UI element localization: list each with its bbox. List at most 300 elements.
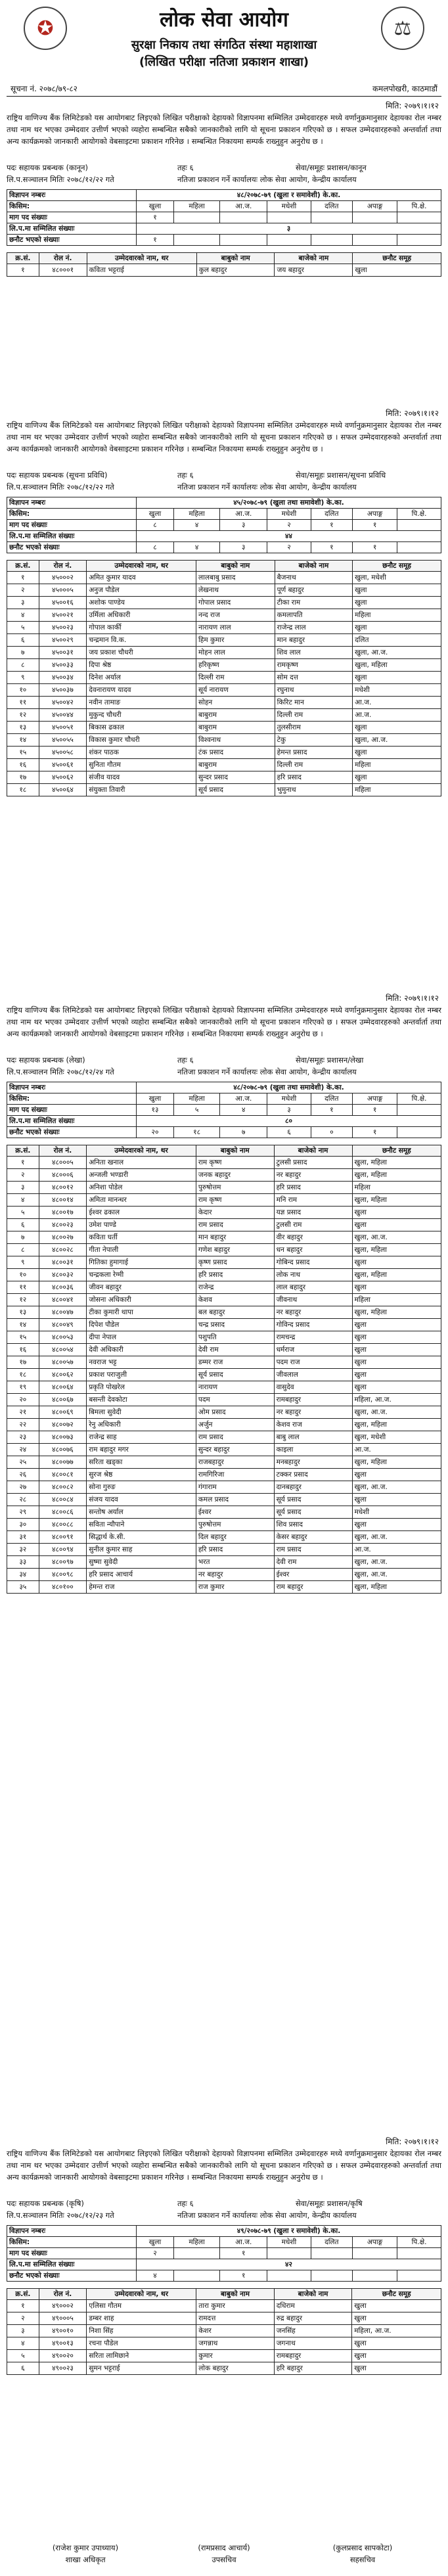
table-row <box>7 1219 441 1231</box>
table-row <box>7 2325 441 2337</box>
table-cell: खुला <box>352 2300 441 2312</box>
table-cell: संयुक्ता तिवारी <box>87 784 196 796</box>
table-cell: १९ <box>7 1381 39 1394</box>
table-row <box>7 264 441 277</box>
table-row <box>7 1544 441 1556</box>
demand-count-cell: १ <box>353 520 397 531</box>
table-cell: सिद्धार्थ के.सी. <box>87 1531 196 1544</box>
table-cell: पदम राज <box>274 1356 352 1369</box>
demand-count-cell: ३ <box>267 1105 311 1116</box>
table-cell: सुष्मा सुवेदी <box>87 1556 196 1569</box>
table-cell: ४८००६७ <box>39 1394 87 1406</box>
exam-date: लि.प.सञ्चालन मितिः २०७८/१२/२२ गते <box>7 482 114 492</box>
candidates-table <box>7 2288 441 2375</box>
vacancy-header-cell: पि.क्षे. <box>397 1093 441 1105</box>
table-cell: ९ <box>7 1256 39 1269</box>
table-cell: २० <box>7 1394 39 1406</box>
table-cell: ४८००६९ <box>39 1406 87 1419</box>
table-cell: २३ <box>7 1431 39 1444</box>
table-cell: ४५००४२ <box>39 697 87 709</box>
table-cell: २ <box>7 584 39 597</box>
table-cell: ४८००१४ <box>39 1194 87 1207</box>
notice-intro: राष्ट्रिय वाणिज्य बैंक लिमिटेडको यस आयोगबाट लिइएको लिखित परीक्षाको देहायको विज्ञापनमा सम्मिलित उम्मेदवारहरु मध्ये वर्णानुक्रमानुसार देहायका रोल नम्बर तथा नाम थर भएका उम्मेदवार उत्तीर्ण भएको व्यहोरा सम्बन्धित सबैको जानकारीको लागि यो सूचना प्रकाशन गरिएको छ । सफल उम्मेदवारहरुको अन्तर्वार्ता तथा अन्य कार्यक्रमको जानकारी आयोगको वेबसाइटमा प्रकाशन गरिनेछ । सम्बन्धित निकायमा सम्पर्क राख्नुहुन अनुरोध छ । <box>7 2149 441 2182</box>
table-cell: हरि प्रसाद <box>196 1269 274 1281</box>
table-row <box>7 1419 441 1431</box>
signature-undersecretary: (रामप्रसाद आचार्य) उपसचिव <box>198 2543 250 2564</box>
table-cell: ५ <box>7 2350 39 2362</box>
table-cell: रामगिरिजा <box>196 1469 274 1481</box>
table-cell: केशर <box>196 2325 274 2337</box>
attended-count: ४२ <box>137 2259 441 2270</box>
ad-number: ४९/२०७८-७९ (खुला र समावेशी) के.का. <box>137 2226 441 2237</box>
table-cell: डम्बर शाह <box>87 2312 196 2325</box>
table-cell: बल बहादुर <box>196 1306 274 1319</box>
table-cell: ४९००२३ <box>39 2362 87 2375</box>
table-cell: केसर बहादुर <box>274 1531 352 1544</box>
table-cell: टीका कुमारी थापा <box>87 1306 196 1319</box>
post-name: पदः सहायक प्रबन्धक (कानून) <box>7 163 89 172</box>
table-row <box>7 1356 441 1369</box>
table-cell: अन्जली भण्डारी <box>87 1169 196 1182</box>
selected-count-cell <box>173 235 219 246</box>
candidates-header-cell: छनौट समूह <box>353 561 441 572</box>
table-cell: रामबहादुर <box>274 1394 352 1406</box>
table-cell: ४५००५१ <box>39 722 87 734</box>
table-cell: राजबहादुर <box>196 1456 274 1469</box>
table-cell: ४५००३७ <box>39 684 87 697</box>
table-cell: रामकृष्ण <box>275 659 352 672</box>
table-cell: राजेन्द्र <box>196 1281 274 1294</box>
table-cell: गितिका हुमागाई <box>87 1256 196 1269</box>
selected-count-cell: ८ <box>137 542 174 553</box>
vacancy-table <box>7 497 441 553</box>
candidates-header-cell: छनौट समूह <box>353 253 441 264</box>
table-cell: खुला <box>352 1344 441 1356</box>
demand-count-cell: २ <box>267 520 311 531</box>
table-cell: सोना गुरुङ <box>87 1481 196 1494</box>
vacancy-header-cell: महिला <box>173 509 219 520</box>
table-cell: सोम दत्त <box>275 672 352 684</box>
ad-number: ४५/२०७८-७९ (खुला तथा समावेशी) के.का. <box>137 497 441 509</box>
table-cell: ४८००७६ <box>39 1444 87 1456</box>
table-row <box>7 2350 441 2362</box>
selected-count-cell: ४ <box>137 2270 174 2282</box>
demand-count-cell <box>353 212 397 223</box>
table-cell: केशव <box>196 1294 274 1306</box>
demand-count-cell: ३ <box>220 520 267 531</box>
page-title: लोक सेवा आयोग <box>160 8 288 32</box>
table-cell: ३ <box>7 2325 39 2337</box>
table-cell: जगन्नाथ <box>196 2337 274 2350</box>
table-cell: खुला <box>352 2337 441 2350</box>
table-cell: ४५००६१ <box>39 759 87 771</box>
table-cell: ४५००६२ <box>39 771 87 784</box>
table-cell: देवनारायण यादव <box>87 684 196 697</box>
table-row <box>7 734 441 747</box>
table-cell: खुला <box>353 622 441 634</box>
table-cell: नवीन तामाङ <box>87 697 196 709</box>
post-level: तहः ६ <box>177 163 194 172</box>
vacancy-header-cell: मधेशी <box>267 509 311 520</box>
demand-count-cell <box>311 212 353 223</box>
attended-count-label: लि.प.मा सम्मिलित संख्याः <box>7 531 137 542</box>
table-row <box>7 1344 441 1356</box>
table-cell: कविता भट्टराई <box>87 264 196 277</box>
table-cell: ९ <box>7 672 39 684</box>
table-cell: बाबुराम <box>196 722 275 734</box>
table-cell: खुला <box>353 597 441 609</box>
candidates-header-cell: क्र.सं. <box>7 2289 39 2300</box>
table-cell: आ.ज. <box>353 709 441 722</box>
table-cell: नारायण <box>196 1381 274 1394</box>
table-cell: चन्द्रमान वि.क. <box>87 634 196 647</box>
service-group: सेवा/समूहः प्रशासन/लेखा <box>296 1055 364 1065</box>
table-cell: मान बहादुर <box>196 1231 274 1244</box>
selected-count-cell: २० <box>137 1127 174 1138</box>
table-cell: सरिता लामिछाने <box>87 2350 196 2362</box>
table-cell: मुकुन्द चौधरी <box>87 709 196 722</box>
table-row <box>7 1469 441 1481</box>
demand-count-cell <box>173 2248 219 2259</box>
table-cell: १४ <box>7 734 39 747</box>
table-cell: खुला, आ.ज. <box>352 1481 441 1494</box>
table-cell: ६ <box>7 1219 39 1231</box>
notice-number: सूचना नं. २०७८/७९-८२ <box>11 84 78 93</box>
table-cell: राजेन्द्र लाल <box>275 622 352 634</box>
table-cell: ३२ <box>7 1544 39 1556</box>
table-cell: ४८००८२ <box>39 1481 87 1494</box>
demand-count-cell: १ <box>311 520 353 531</box>
table-row <box>7 684 441 697</box>
table-cell: चन्द्रकला रेग्मी <box>87 1269 196 1281</box>
table-cell: ४८००८८ <box>39 1519 87 1531</box>
table-cell: २ <box>7 1169 39 1182</box>
table-cell: गोपाल प्रसाद <box>196 597 275 609</box>
table-cell: सुनिता गौतम <box>87 759 196 771</box>
demand-count-cell <box>397 2248 441 2259</box>
table-cell: कुल बहादुर <box>196 264 275 277</box>
demand-count-cell: ४ <box>220 1105 267 1116</box>
table-cell: कृष्ण प्रसाद <box>196 1256 274 1269</box>
table-cell: हरि प्रसाद <box>274 1182 352 1194</box>
table-cell: कमलापति <box>275 609 352 622</box>
table-cell: जनक बहादुर <box>196 1169 274 1182</box>
table-cell: ३ <box>7 1182 39 1194</box>
table-cell: ४ <box>7 1194 39 1207</box>
table-row <box>7 709 441 722</box>
signature-officer: (राजेश कुमार उपाध्याय) शाखा अधिकृत <box>52 2543 119 2564</box>
table-cell: अमिता मानन्धर <box>87 1194 196 1207</box>
candidates-header-cell: उम्मेदवारको नाम, थर <box>87 561 196 572</box>
table-cell: रामदत्त <box>196 2312 274 2325</box>
candidates-header-cell: रोल नं. <box>39 253 87 264</box>
table-cell: ईश्वर ढकाल <box>87 1207 196 1219</box>
demand-count-cell <box>220 212 267 223</box>
table-cell: सुरज श्रेष्ठ <box>87 1469 196 1481</box>
table-cell: सरिता खड्का <box>87 1456 196 1469</box>
table-cell: ४ <box>7 609 39 622</box>
table-cell: किरिट मान <box>275 697 352 709</box>
attended-count: ८० <box>137 1116 441 1127</box>
table-cell: खुला <box>352 1331 441 1344</box>
table-cell: हरि प्रसाद <box>275 771 352 784</box>
table-cell: खुला <box>353 771 441 784</box>
selected-count-cell: १ <box>137 235 174 246</box>
demand-count-cell <box>173 212 219 223</box>
table-cell: ३१ <box>7 1531 39 1544</box>
table-row <box>7 1556 441 1569</box>
table-cell: दानबहादुर <box>274 1481 352 1494</box>
table-cell: नर बहादुर <box>274 1406 352 1419</box>
table-cell: ४८००३२ <box>39 1269 87 1281</box>
selected-count-label: छनौट भएको संख्याः <box>7 1127 137 1138</box>
table-cell: गंगाराम <box>196 1481 274 1494</box>
table-cell: राम प्रसाद <box>196 1431 274 1444</box>
result-office: नतिजा प्रकाशन गर्ने कार्यालयः लोक सेवा आयोग, केन्द्रीय कार्यालय <box>177 482 357 492</box>
table-row <box>7 647 441 659</box>
table-cell: १३ <box>7 1306 39 1319</box>
table-cell: लाल बहादुर <box>274 1281 352 1294</box>
candidates-header-cell: क्र.सं. <box>7 561 39 572</box>
demand-count-cell: १ <box>220 2248 267 2259</box>
table-cell: खुला <box>352 1369 441 1381</box>
table-cell: मनबहादुर <box>274 1456 352 1469</box>
table-cell: खुला <box>352 1281 441 1294</box>
candidates-header-cell: बाजेको नाम <box>275 561 352 572</box>
table-cell: मान बहादुर <box>275 634 352 647</box>
table-row <box>7 1569 441 1581</box>
selected-count-label: छनौट भएको संख्याः <box>7 235 137 246</box>
table-cell: १५ <box>7 747 39 759</box>
table-cell: ४५०००५ <box>39 584 87 597</box>
demand-count-cell <box>353 2248 397 2259</box>
table-cell: जय प्रकाश चौधरी <box>87 647 196 659</box>
table-cell: बाबुराम <box>196 709 275 722</box>
table-cell: ४८००८४ <box>39 1494 87 1506</box>
table-cell: राम बहादुर मगर <box>87 1444 196 1456</box>
table-cell: २४ <box>7 1444 39 1456</box>
table-cell: रामबहादुर <box>274 2350 352 2362</box>
demand-count-cell: ५ <box>173 1105 219 1116</box>
candidates-header-cell: क्र.सं. <box>7 253 39 264</box>
vacancy-header-cell: किसिम: <box>7 509 137 520</box>
selected-count-cell: २ <box>267 542 311 553</box>
table-cell: बिमला सुवेदी <box>87 1406 196 1419</box>
table-cell: ४९००१० <box>39 2325 87 2337</box>
vacancy-header-cell: खुला <box>137 1093 174 1105</box>
table-cell: खुला <box>353 747 441 759</box>
psc-logo-icon: ⚖ <box>381 7 424 50</box>
table-cell: विश्वनाथ <box>196 734 275 747</box>
table-cell: १० <box>7 684 39 697</box>
division-name: सुरक्षा निकाय तथा संगठित संस्था महाशाखा <box>131 38 317 52</box>
selected-count-cell: १ <box>311 542 353 553</box>
table-cell: ४८००८६ <box>39 1506 87 1519</box>
table-cell: नवराज भट्ट <box>87 1356 196 1369</box>
table-cell: लोक बहादुर <box>196 2362 274 2375</box>
table-cell: ४ <box>7 2337 39 2350</box>
vacancy-header-cell: खुला <box>137 201 174 212</box>
candidates-header-cell: क्र.सं. <box>7 1145 39 1157</box>
table-cell: २१ <box>7 1406 39 1419</box>
table-cell: महिला <box>353 759 441 771</box>
table-cell: टंक प्रसाद <box>196 747 275 759</box>
table-row <box>7 1194 441 1207</box>
vacancy-table <box>7 189 441 246</box>
table-cell: सूर्य प्रसाद <box>274 1494 352 1506</box>
table-cell: ४८००९४ <box>39 1544 87 1556</box>
table-cell: हरि बहादुर <box>274 2362 352 2375</box>
table-row <box>7 672 441 684</box>
table-row <box>7 1182 441 1194</box>
table-row <box>7 1531 441 1544</box>
table-cell: देवी अधिकारी <box>87 1344 196 1356</box>
table-cell: टक्कर प्रसाद <box>274 1469 352 1481</box>
selected-count-cell: ४ <box>173 542 219 553</box>
table-row <box>7 622 441 634</box>
table-cell: दिपा श्रेष्ठ <box>87 659 196 672</box>
table-cell: दिल्ली राम <box>196 672 275 684</box>
table-cell: उर्मिला अधिकारी <box>87 609 196 622</box>
table-row <box>7 572 441 584</box>
table-cell: ३४ <box>7 1569 39 1581</box>
table-cell: कमल प्रसाद <box>196 1494 274 1506</box>
table-cell: हरिकृष्ण <box>196 659 275 672</box>
vacancy-header-cell: महिला <box>173 2237 219 2248</box>
vacancy-header-cell: किसिम: <box>7 201 137 212</box>
table-cell: खुला, महिला <box>353 659 441 672</box>
table-cell: डम्मर राज <box>196 1356 274 1369</box>
table-cell: २६ <box>7 1469 39 1481</box>
table-cell: ४५००४४ <box>39 709 87 722</box>
table-cell: आ.ज. <box>352 1544 441 1556</box>
vacancy-header-cell: अपाङ्ग <box>353 201 397 212</box>
table-row <box>7 722 441 734</box>
notice-intro: राष्ट्रिय वाणिज्य बैंक लिमिटेडको यस आयोगबाट लिइएको लिखित परीक्षाको देहायको विज्ञापनमा सम्मिलित उम्मेदवारहरु मध्ये वर्णानुक्रमानुसार देहायका रोल नम्बर तथा नाम थर भएका उम्मेदवार उत्तीर्ण भएको व्यहोरा सम्बन्धित सबैको जानकारीको लागि यो सूचना प्रकाशन गरिएको छ । सफल उम्मेदवारहरुको अन्तर्वार्ता तथा अन्य कार्यक्रमको जानकारी आयोगको वेबसाइटमा प्रकाशन गरिनेछ । सम्बन्धित निकायमा सम्पर्क राख्नुहुन अनुरोध छ । <box>7 113 441 146</box>
table-cell: नन्द राज <box>196 609 275 622</box>
table-row <box>7 1157 441 1169</box>
table-cell: प्रकृति पोखरेल <box>87 1381 196 1394</box>
table-cell: ३ <box>7 597 39 609</box>
table-cell: बाबुराम <box>196 759 275 771</box>
table-cell: ४५००५८ <box>39 747 87 759</box>
table-cell: पशुपति <box>196 1331 274 1344</box>
table-cell: ४८००७२ <box>39 1419 87 1431</box>
result-office: नतिजा प्रकाशन गर्ने कार्यालयः लोक सेवा आयोग, केन्द्रीय कार्यालय <box>177 1067 357 1076</box>
table-cell: खुला <box>352 1494 441 1506</box>
candidates-header-cell: छनौट समूह <box>352 2289 441 2300</box>
table-cell: अनुज पौडेल <box>87 584 196 597</box>
table-cell: खुला, महिला <box>352 1169 441 1182</box>
vacancy-header-cell: मधेशी <box>267 1093 311 1105</box>
table-cell: ४८००२३ <box>39 1219 87 1231</box>
table-cell: ७ <box>7 647 39 659</box>
table-cell: १० <box>7 1269 39 1281</box>
selected-count-cell: १ <box>353 1127 397 1138</box>
table-cell: अमित कुमार यादव <box>87 572 196 584</box>
vacancy-header-cell: पि.क्षे. <box>397 201 441 212</box>
post-level: तहः ६ <box>177 2199 194 2208</box>
table-cell: ४९००१३ <box>39 2337 87 2350</box>
table-cell: हेमन्त प्रसाद <box>275 747 352 759</box>
table-cell: दधिराम <box>274 2300 352 2312</box>
table-cell: ८ <box>7 1244 39 1256</box>
table-row <box>7 1256 441 1269</box>
vacancy-header-cell: किसिम: <box>7 1093 137 1105</box>
table-cell: ४८००२७ <box>39 1231 87 1244</box>
candidates-header-cell: बाबुको नाम <box>196 253 275 264</box>
table-cell: रामचन्द्र <box>274 1331 352 1344</box>
table-cell: ४५००२३ <box>39 622 87 634</box>
table-cell: ४८००३१ <box>39 1256 87 1269</box>
table-cell: ईश्वर <box>196 1506 274 1519</box>
demand-count-cell <box>397 1105 441 1116</box>
table-row <box>7 1481 441 1494</box>
table-row <box>7 1294 441 1306</box>
table-cell: २८ <box>7 1494 39 1506</box>
candidates-header-cell: रोल नं. <box>39 1145 87 1157</box>
notice-date: मिति: २०७९।१।१२ <box>386 409 439 418</box>
table-row <box>7 759 441 771</box>
table-cell: ४८०००१ <box>39 264 87 277</box>
table-cell: ४८००१२ <box>39 1182 87 1194</box>
table-cell: सुन्दर प्रसाद <box>196 771 275 784</box>
post-name: पदः सहायक प्रबन्धक (लेखा) <box>7 1055 85 1065</box>
vacancy-table <box>7 1082 441 1138</box>
nepal-emblem-icon: ✪ <box>24 7 67 50</box>
table-cell: बिकास ढकाल <box>87 722 196 734</box>
table-cell: १४ <box>7 1319 39 1331</box>
table-row <box>7 1494 441 1506</box>
table-cell: खुला, आ.ज. <box>353 734 441 747</box>
table-cell: हिम कुमार <box>196 634 275 647</box>
table-cell: भुमुनाथ <box>275 784 352 796</box>
table-cell: शिव लाल <box>275 647 352 659</box>
table-cell: महिला, आ.ज. <box>352 2325 441 2337</box>
table-cell: ४५००३४ <box>39 672 87 684</box>
table-cell: रघुनाथ <box>275 684 352 697</box>
table-cell: ४८०१०० <box>39 1581 87 1594</box>
table-cell: बैजनाथ <box>275 572 352 584</box>
selected-count-label: छनौट भएको संख्याः <box>7 2270 137 2282</box>
demand-count-cell <box>267 212 311 223</box>
table-cell: खुला, महिला <box>352 1157 441 1169</box>
table-row <box>7 584 441 597</box>
table-cell: १ <box>7 264 39 277</box>
table-cell: १६ <box>7 1344 39 1356</box>
table-row <box>7 1506 441 1519</box>
demand-count-cell <box>267 2248 311 2259</box>
table-cell: विकास कुमार चौधरी <box>87 734 196 747</box>
table-cell: दिल्ली राम <box>275 709 352 722</box>
table-cell: ४८००९१ <box>39 1531 87 1544</box>
table-cell: खुला <box>352 1256 441 1269</box>
table-row <box>7 2337 441 2350</box>
table-cell: धन बहादुर <box>274 1244 352 1256</box>
vacancy-header-cell: महिला <box>173 1093 219 1105</box>
candidates-header-cell: बाजेको नाम <box>274 2289 352 2300</box>
table-row <box>7 1456 441 1469</box>
table-cell: बसन्ती देवकोटा <box>87 1394 196 1406</box>
table-cell: मधेशी <box>353 684 441 697</box>
table-cell: ४८००९८ <box>39 1569 87 1581</box>
vacancy-header-cell: दलित <box>311 201 353 212</box>
table-cell: महिला, आ.ज. <box>352 1394 441 1406</box>
table-cell: खुला <box>353 264 441 277</box>
table-cell: देवी राम <box>274 1556 352 1569</box>
vacancy-header-cell: महिला <box>173 201 219 212</box>
attended-count-label: लि.प.मा सम्मिलित संख्याः <box>7 2259 137 2270</box>
